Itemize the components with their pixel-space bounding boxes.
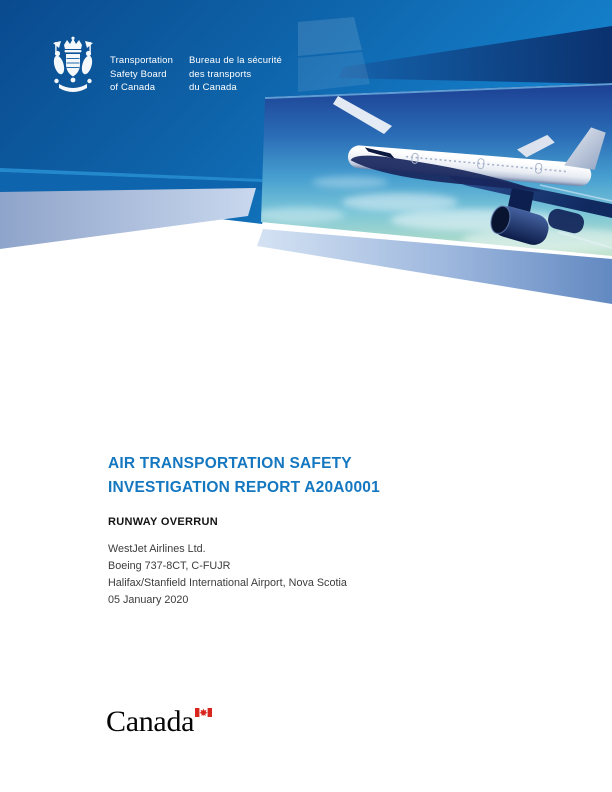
airplane-photo <box>255 83 612 256</box>
report-title-line2: INVESTIGATION REPORT A20A0001 <box>108 479 380 496</box>
occurrence-details <box>108 541 347 609</box>
canada-flag-icon <box>195 708 212 717</box>
tsb-coat-of-arms-icon <box>50 36 96 100</box>
occurrence-location: Halifax/Stanfield International Airport, Nova Scotia <box>108 577 347 589</box>
dept-en-line2: Safety Board <box>110 68 167 80</box>
dept-fr-line3: du Canada <box>189 82 237 93</box>
dept-name-fr <box>189 54 282 95</box>
occurrence-date: 05 January 2020 <box>108 594 189 606</box>
banner-periwinkle-band <box>0 188 256 249</box>
dept-fr-line2: des transports <box>189 68 252 80</box>
dept-en-line1: Transportation <box>110 55 174 66</box>
report-title-line1: AIR TRANSPORTATION SAFETY <box>108 455 352 472</box>
occurrence-operator: WestJet Airlines Ltd. <box>108 543 206 555</box>
occurrence-aircraft: Boeing 737-8CT, C-FUJR <box>108 560 231 572</box>
dept-name-en <box>110 54 173 95</box>
report-title <box>108 452 380 500</box>
canada-wordmark-text: Canada <box>106 705 195 738</box>
canada-wordmark <box>106 705 194 739</box>
report-subject: RUNWAY OVERRUN <box>108 516 218 528</box>
dept-fr-line1: Bureau de la sécurité <box>189 55 282 66</box>
dept-en-line3: of Canada <box>110 82 156 93</box>
